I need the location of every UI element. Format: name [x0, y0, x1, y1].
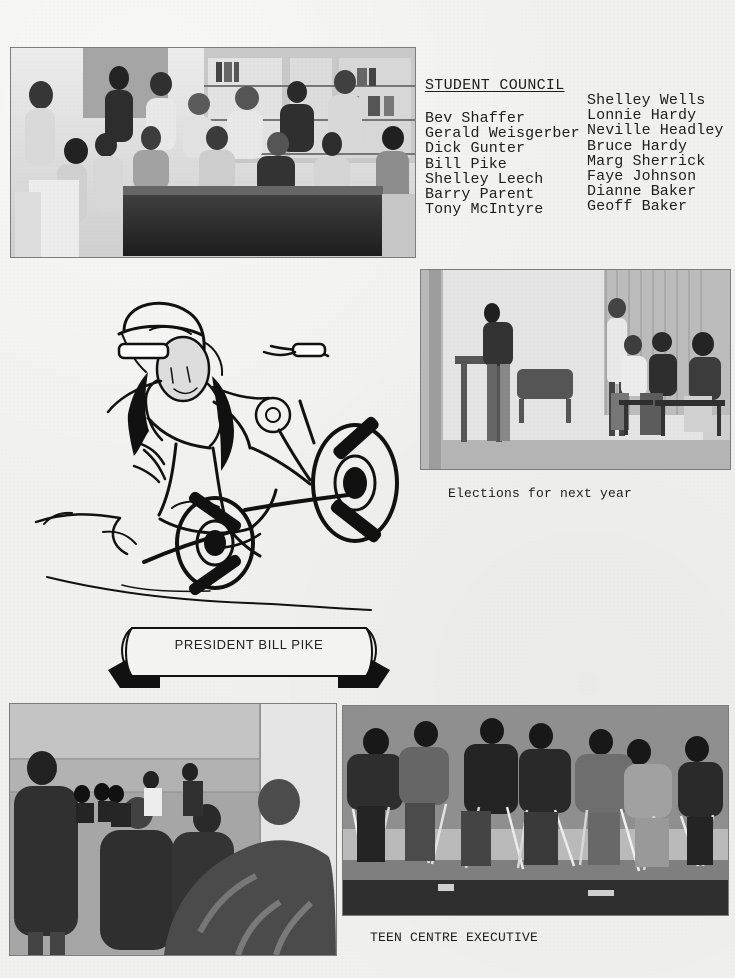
student-council-right-list	[587, 93, 724, 215]
teen-centre-caption: TEEN CENTRE EXECUTIVE	[370, 930, 539, 945]
elections-caption: Elections for next year	[448, 486, 633, 501]
member-name: Neville Headley	[587, 122, 724, 140]
assembly-photo	[9, 703, 337, 956]
member-name: Barry Parent	[425, 185, 535, 203]
member-name: Bruce Hardy	[587, 137, 688, 155]
student-council-left-list	[425, 111, 580, 217]
member-name: Geoff Baker	[587, 198, 688, 216]
elections-photo	[420, 269, 731, 470]
teen-centre-photo	[342, 705, 729, 916]
member-name: Dick Gunter	[425, 140, 526, 158]
president-illustration-block	[24, 286, 402, 698]
president-banner	[108, 622, 390, 692]
member-name: Bev Shaffer	[425, 110, 526, 127]
member-name: Gerald Weisgerber	[425, 125, 580, 143]
student-council-photo	[10, 47, 416, 258]
member-name: Bill Pike	[425, 155, 507, 173]
member-name: Tony McIntyre	[425, 201, 544, 219]
member-name: Marg Sherrick	[587, 152, 706, 170]
member-name: Dianne Baker	[587, 183, 697, 201]
member-name: Faye Johnson	[587, 167, 697, 185]
student-council-title: STUDENT COUNCIL	[425, 77, 565, 94]
member-name: Shelley Leech	[425, 170, 544, 188]
president-caption: PRESIDENT BILL PIKE	[174, 637, 324, 652]
member-name: Lonnie Hardy	[587, 107, 697, 125]
member-name: Shelley Wells	[587, 92, 706, 109]
